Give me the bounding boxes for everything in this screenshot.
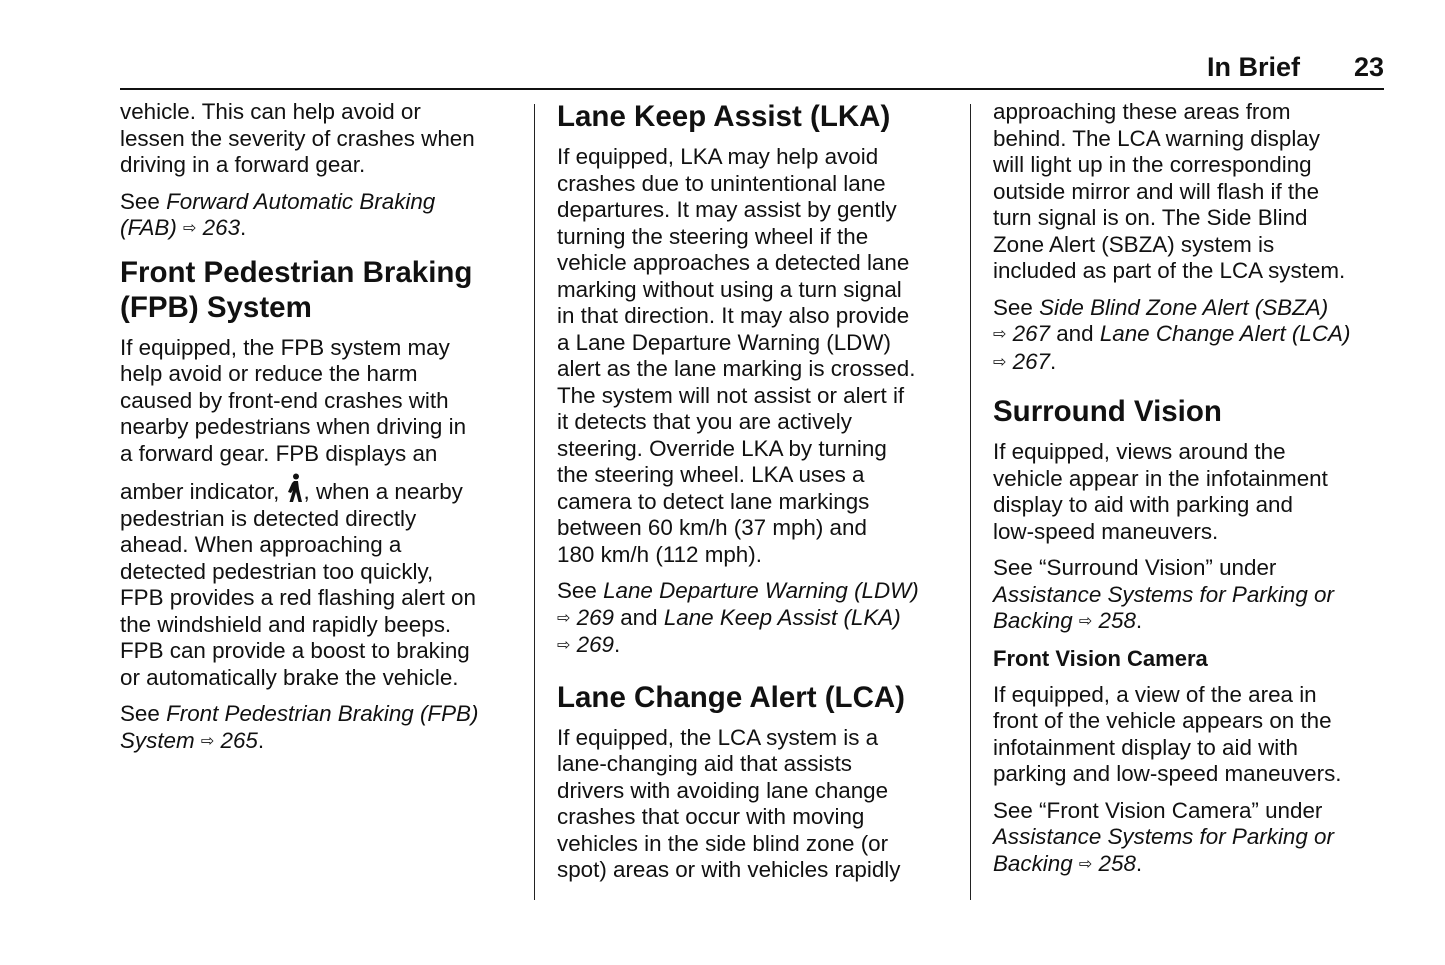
- page-header: [120, 52, 1384, 90]
- section-title: In Brief: [1206, 52, 1300, 82]
- page-number: 23: [1353, 52, 1384, 82]
- page-arrow-icon: ⇨: [993, 353, 1007, 371]
- paragraph-surround-vision: If equipped, views around the vehicle appear in the infotainment display to aid with parking and low-speed maneuvers.: [993, 439, 1328, 544]
- page-arrow-icon: ⇨: [1078, 613, 1093, 630]
- pedestrian-icon: [286, 473, 304, 503]
- cross-reference-surround-vision: See “Surround Vision” under Assistance Systems for Parking or Backing ⇨ 258.: [993, 555, 1393, 636]
- link-front-pedestrian-braking[interactable]: Front Pedestrian Braking (FPB): [166, 701, 479, 726]
- column-1: [120, 99, 520, 765]
- paragraph-lca-continued: approaching these areas from behind. The LCA warning display will light up in the corresponding outside mirror and will flash if the turn signal is on. The Side Blind Zone Alert (SBZA) system is included as part of the LCA system.: [993, 99, 1346, 283]
- page-ref[interactable]: 258: [1098, 850, 1136, 876]
- cross-reference-fpb: See Front Pedestrian Braking (FPB) System ⇨ 265.: [120, 701, 479, 753]
- heading-front-vision-camera: Front Vision Camera: [993, 645, 1208, 671]
- page-arrow-icon: ⇨: [557, 637, 571, 654]
- heading-surround-vision: Surround Vision: [993, 395, 1222, 428]
- paragraph: vehicle. This can help avoid or lessen the severity of crashes when driving in a forward gear.: [120, 99, 475, 177]
- page-ref[interactable]: 263: [202, 215, 241, 240]
- column-2: [557, 99, 957, 894]
- heading-lane-keep-assist: Lane Keep Assist (LKA): [557, 100, 891, 133]
- link-assistance-systems[interactable]: Assistance Systems for Parking or: [993, 824, 1334, 849]
- page-arrow-icon: ⇨: [183, 220, 197, 237]
- page-ref[interactable]: 267: [1012, 321, 1050, 346]
- column-3: [993, 99, 1393, 888]
- link-lane-change-alert[interactable]: Lane Change Alert (LCA): [1099, 321, 1351, 346]
- paragraph-fpb: If equipped, the FPB system may help avoid or reduce the harm caused by front-end crashes with nearby pedestrians when driving in a forward gear. FPB displays an amber indicator, , when a nearby pedestrian is detected directly ahead. When approaching a detected pedestrian too quickly, FPB provides a red flashing alert on the windshield and rapidly beeps. FPB can provide a boost to braking or automatically brake the vehicle.: [120, 334, 476, 690]
- page-arrow-icon: ⇨: [1078, 855, 1093, 873]
- paragraph-lca: If equipped, the LCA system is a lane-changing aid that assists drivers with avoiding lane change crashes that occur with moving vehicles in the side blind zone (or spot) areas or with vehicles rapidly: [557, 724, 901, 882]
- heading-lane-change-alert: Lane Change Alert (LCA): [557, 680, 906, 714]
- page-ref[interactable]: 269: [576, 632, 614, 657]
- cross-reference-fab: See Forward Automatic Braking (FAB) ⇨ 263.: [120, 188, 436, 240]
- page-arrow-icon: ⇨: [200, 732, 215, 750]
- page-ref[interactable]: 265: [220, 727, 258, 753]
- column-divider: [970, 104, 971, 900]
- cross-reference-ldw-lka: See Lane Departure Warning (LDW) ⇨ 269 and Lane Keep Assist (LKA) ⇨ 269.: [557, 578, 919, 657]
- link-lane-departure-warning[interactable]: Lane Departure Warning (LDW): [603, 578, 919, 603]
- cross-reference-sbza-lca: See Side Blind Zone Alert (SBZA) ⇨ 267 and Lane Change Alert (LCA) ⇨ 267.: [993, 294, 1351, 374]
- link-forward-automatic-braking[interactable]: Forward Automatic Braking: [166, 188, 436, 214]
- page-ref[interactable]: 258: [1098, 608, 1136, 633]
- page-ref[interactable]: 269: [576, 604, 614, 630]
- paragraph-lka: If equipped, LKA may help avoid crashes due to unintentional lane departures. It may assist by gently turning the steering wheel if the vehicle approaches a detected lane marking without using a turn signal in that direction. It may also provide a Lane Departure Warning (LDW) alert as the lane marking is crossed. The system will not assist or alert if it detects that you are actively steering. Override LKA by turning the steering wheel. LKA uses a camera to detect lane markings between 60 km/h (37 mph) and 180 km/h (112 mph).: [557, 144, 916, 567]
- page-arrow-icon: ⇨: [993, 326, 1007, 343]
- page-arrow-icon: ⇨: [557, 609, 571, 627]
- link-side-blind-zone-alert[interactable]: Side Blind Zone Alert (SBZA): [1039, 294, 1329, 320]
- link-lane-keep-assist[interactable]: Lane Keep Assist (LKA): [663, 604, 901, 630]
- link-assistance-systems[interactable]: Assistance Systems for Parking or: [993, 581, 1334, 607]
- page-ref[interactable]: 267: [1012, 348, 1050, 374]
- column-divider: [534, 104, 535, 900]
- cross-reference-front-vision-camera: See “Front Vision Camera” under Assistance Systems for Parking or Backing ⇨ 258.: [993, 798, 1393, 879]
- paragraph-front-vision-camera: If equipped, a view of the area in front of the vehicle appears on the infotainment display to aid with parking and low-speed maneuvers.: [993, 681, 1342, 786]
- heading-front-pedestrian-braking: Front Pedestrian Braking (FPB) System: [120, 255, 473, 324]
